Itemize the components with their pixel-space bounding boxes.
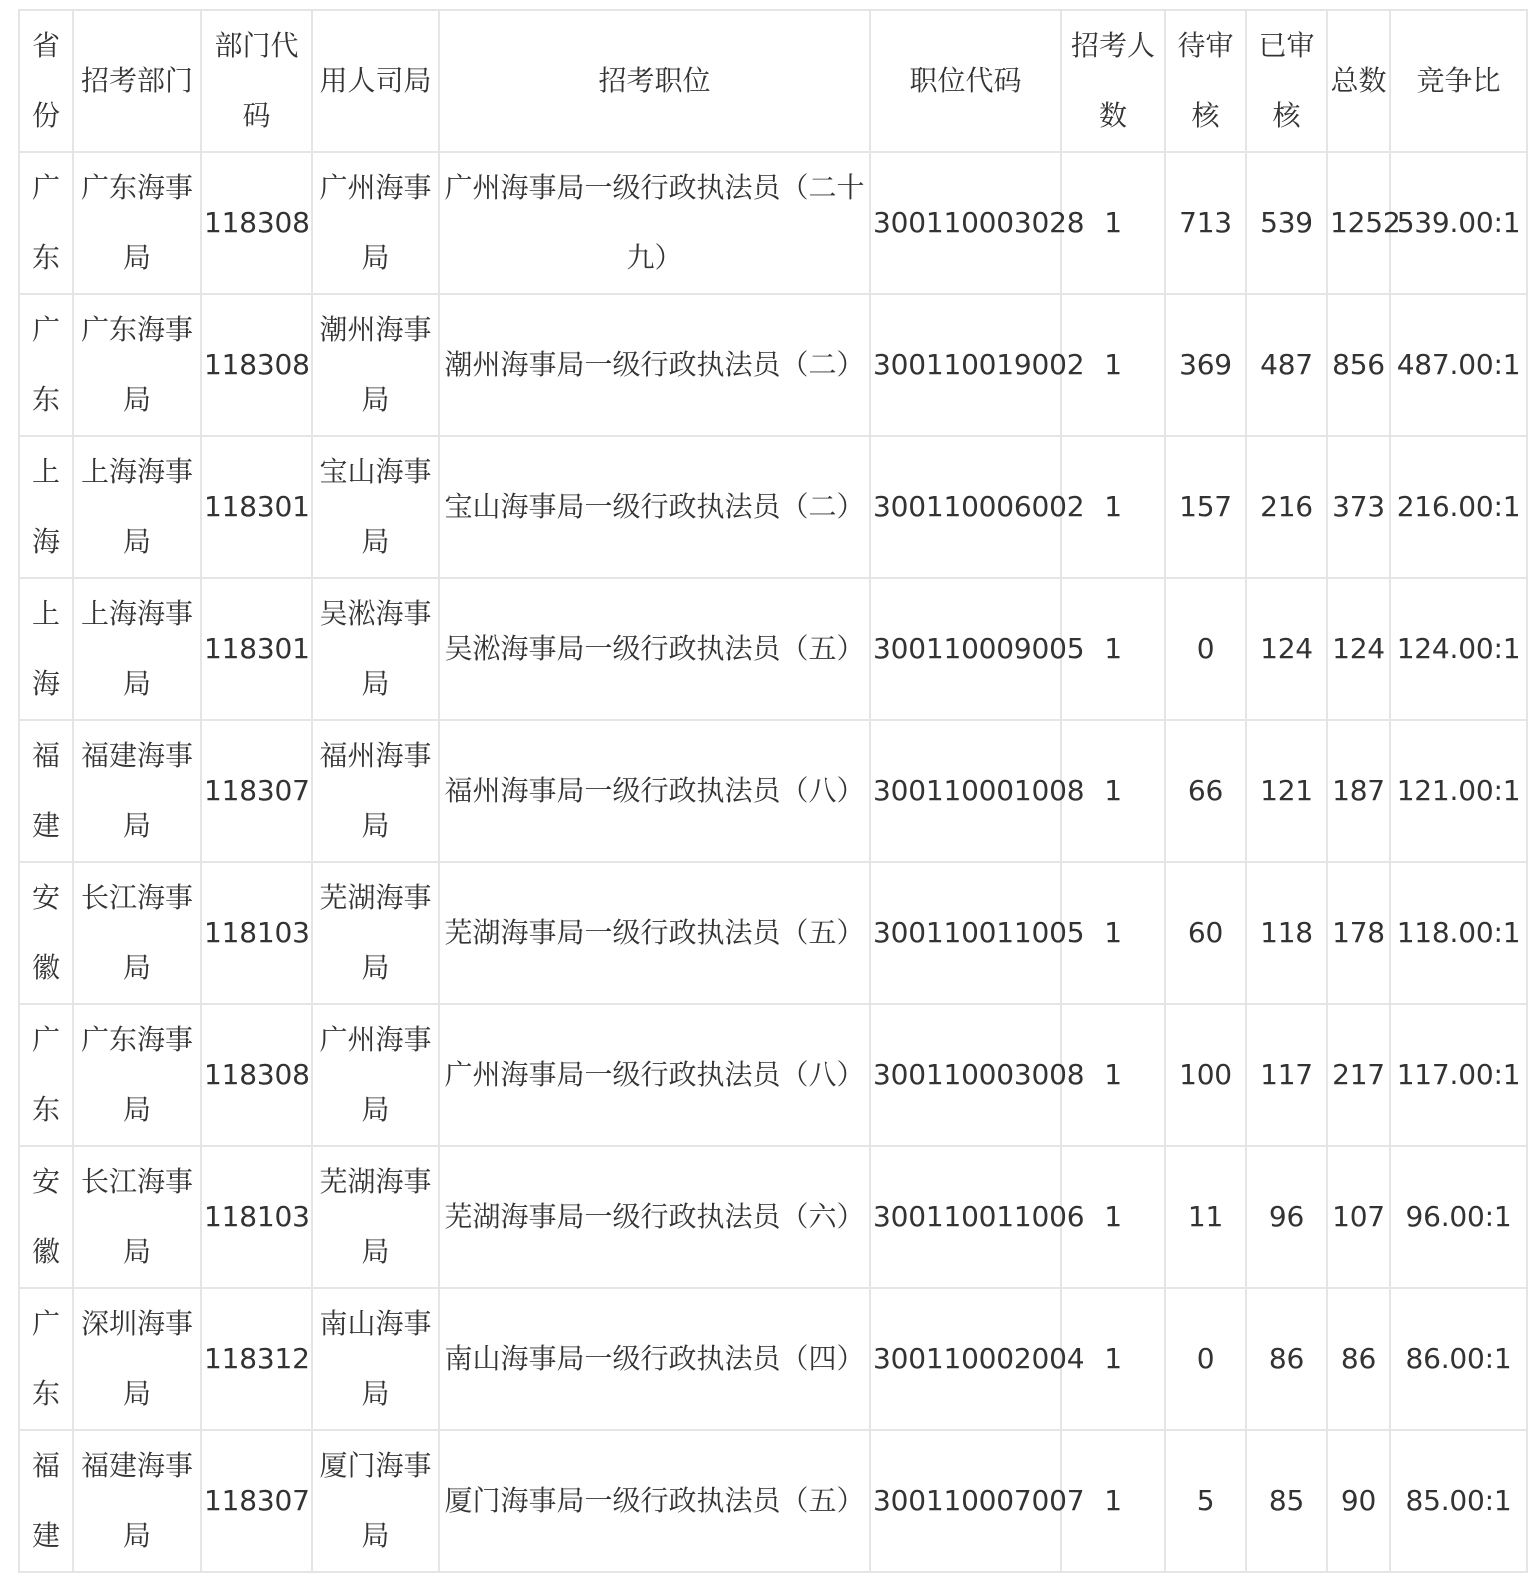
cell-competition-ratio: 117.00:1 [1390,1004,1527,1146]
cell-department: 深圳海事局 [73,1288,201,1430]
table-row [19,436,1527,578]
cell-pending-review: 66 [1165,720,1246,862]
cell-position: 芜湖海事局一级行政执法员（六） [439,1146,870,1288]
header-row [19,10,1527,152]
cell-headcount: 1 [1061,1430,1165,1572]
cell-headcount: 1 [1061,720,1165,862]
cell-bureau: 广州海事局 [312,152,439,294]
cell-headcount: 1 [1061,294,1165,436]
cell-department: 福建海事局 [73,1430,201,1572]
cell-position-code: 300110011005 [870,862,1061,1004]
cell-total: 86 [1327,1288,1390,1430]
cell-headcount: 1 [1061,436,1165,578]
cell-total: 187 [1327,720,1390,862]
cell-headcount: 1 [1061,578,1165,720]
cell-department: 长江海事局 [73,1146,201,1288]
cell-department-code: 118103 [201,1146,312,1288]
cell-total: 107 [1327,1146,1390,1288]
cell-competition-ratio: 539.00:1 [1390,152,1527,294]
cell-reviewed: 118 [1246,862,1327,1004]
recruitment-table [18,9,1528,1573]
cell-province: 安徽 [19,862,73,1004]
header-department-code: 部门代码 [201,10,312,152]
cell-department-code: 118308 [201,1004,312,1146]
cell-competition-ratio: 96.00:1 [1390,1146,1527,1288]
cell-position-code: 300110006002 [870,436,1061,578]
cell-headcount: 1 [1061,1288,1165,1430]
cell-department: 长江海事局 [73,862,201,1004]
cell-reviewed: 487 [1246,294,1327,436]
cell-total: 124 [1327,578,1390,720]
cell-position: 吴淞海事局一级行政执法员（五） [439,578,870,720]
cell-reviewed: 96 [1246,1146,1327,1288]
table-row [19,1288,1527,1430]
table-row [19,862,1527,1004]
cell-department-code: 118301 [201,436,312,578]
cell-pending-review: 369 [1165,294,1246,436]
cell-total: 1252 [1327,152,1390,294]
cell-position: 厦门海事局一级行政执法员（五） [439,1430,870,1572]
table-row [19,1004,1527,1146]
cell-department-code: 118301 [201,578,312,720]
header-competition-ratio: 竞争比 [1390,10,1527,152]
cell-headcount: 1 [1061,1004,1165,1146]
cell-pending-review: 100 [1165,1004,1246,1146]
table-row [19,152,1527,294]
cell-bureau: 芜湖海事局 [312,862,439,1004]
cell-province: 福建 [19,1430,73,1572]
recruitment-table-container [18,9,1526,1573]
header-total: 总数 [1327,10,1390,152]
cell-bureau: 厦门海事局 [312,1430,439,1572]
header-reviewed: 已审核 [1246,10,1327,152]
cell-total: 178 [1327,862,1390,1004]
cell-competition-ratio: 216.00:1 [1390,436,1527,578]
cell-position: 芜湖海事局一级行政执法员（五） [439,862,870,1004]
cell-department-code: 118308 [201,294,312,436]
cell-headcount: 1 [1061,152,1165,294]
cell-reviewed: 85 [1246,1430,1327,1572]
cell-competition-ratio: 121.00:1 [1390,720,1527,862]
cell-pending-review: 157 [1165,436,1246,578]
table-row [19,1146,1527,1288]
header-bureau: 用人司局 [312,10,439,152]
cell-bureau: 广州海事局 [312,1004,439,1146]
cell-pending-review: 5 [1165,1430,1246,1572]
cell-reviewed: 86 [1246,1288,1327,1430]
cell-province: 广东 [19,1288,73,1430]
cell-position-code: 300110003008 [870,1004,1061,1146]
cell-headcount: 1 [1061,862,1165,1004]
cell-pending-review: 713 [1165,152,1246,294]
cell-pending-review: 0 [1165,1288,1246,1430]
cell-total: 90 [1327,1430,1390,1572]
cell-bureau: 宝山海事局 [312,436,439,578]
cell-department: 广东海事局 [73,294,201,436]
cell-bureau: 潮州海事局 [312,294,439,436]
cell-bureau: 南山海事局 [312,1288,439,1430]
cell-province: 上海 [19,436,73,578]
cell-bureau: 芜湖海事局 [312,1146,439,1288]
cell-position: 广州海事局一级行政执法员（八） [439,1004,870,1146]
cell-department-code: 118308 [201,152,312,294]
cell-province: 上海 [19,578,73,720]
cell-headcount: 1 [1061,1146,1165,1288]
cell-province: 广东 [19,152,73,294]
cell-competition-ratio: 118.00:1 [1390,862,1527,1004]
cell-position-code: 300110011006 [870,1146,1061,1288]
header-department: 招考部门 [73,10,201,152]
cell-position-code: 300110009005 [870,578,1061,720]
cell-competition-ratio: 124.00:1 [1390,578,1527,720]
cell-province: 安徽 [19,1146,73,1288]
cell-competition-ratio: 85.00:1 [1390,1430,1527,1572]
cell-competition-ratio: 487.00:1 [1390,294,1527,436]
cell-department: 福建海事局 [73,720,201,862]
cell-department: 广东海事局 [73,1004,201,1146]
cell-position-code: 300110003028 [870,152,1061,294]
cell-position: 潮州海事局一级行政执法员（二） [439,294,870,436]
cell-reviewed: 539 [1246,152,1327,294]
cell-position-code: 300110019002 [870,294,1061,436]
cell-bureau: 福州海事局 [312,720,439,862]
table-row [19,578,1527,720]
cell-position: 广州海事局一级行政执法员（二十九） [439,152,870,294]
header-headcount: 招考人数 [1061,10,1165,152]
cell-pending-review: 60 [1165,862,1246,1004]
cell-department-code: 118103 [201,862,312,1004]
cell-total: 217 [1327,1004,1390,1146]
header-pending-review: 待审核 [1165,10,1246,152]
cell-position: 南山海事局一级行政执法员（四） [439,1288,870,1430]
cell-position-code: 300110007007 [870,1430,1061,1572]
cell-pending-review: 0 [1165,578,1246,720]
cell-position-code: 300110002004 [870,1288,1061,1430]
cell-department-code: 118312 [201,1288,312,1430]
table-row [19,720,1527,862]
cell-total: 373 [1327,436,1390,578]
cell-reviewed: 117 [1246,1004,1327,1146]
cell-bureau: 吴淞海事局 [312,578,439,720]
cell-reviewed: 216 [1246,436,1327,578]
cell-total: 856 [1327,294,1390,436]
cell-department: 上海海事局 [73,436,201,578]
cell-department-code: 118307 [201,1430,312,1572]
cell-position: 福州海事局一级行政执法员（八） [439,720,870,862]
table-row [19,1430,1527,1572]
header-position: 招考职位 [439,10,870,152]
cell-competition-ratio: 86.00:1 [1390,1288,1527,1430]
cell-department: 上海海事局 [73,578,201,720]
cell-province: 广东 [19,1004,73,1146]
cell-position-code: 300110001008 [870,720,1061,862]
cell-pending-review: 11 [1165,1146,1246,1288]
header-province: 省份 [19,10,73,152]
cell-reviewed: 121 [1246,720,1327,862]
cell-position: 宝山海事局一级行政执法员（二） [439,436,870,578]
cell-province: 福建 [19,720,73,862]
table-row [19,294,1527,436]
cell-province: 广东 [19,294,73,436]
cell-department-code: 118307 [201,720,312,862]
cell-department: 广东海事局 [73,152,201,294]
header-position-code: 职位代码 [870,10,1061,152]
cell-reviewed: 124 [1246,578,1327,720]
